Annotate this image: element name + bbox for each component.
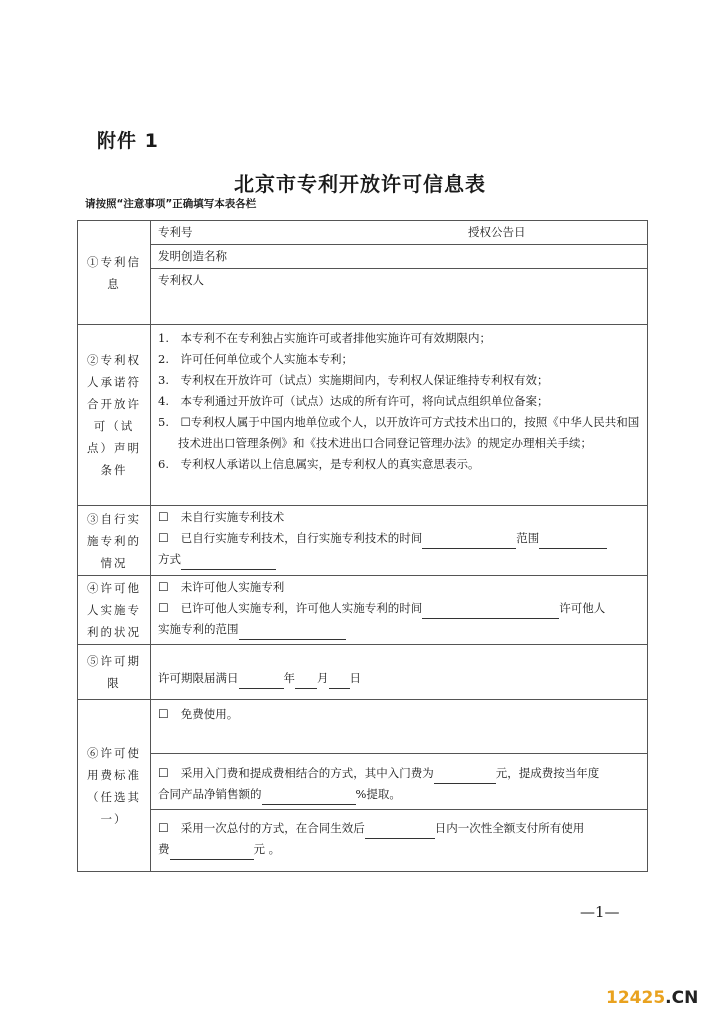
patent-license-table: [77, 220, 648, 872]
license-time-blank[interactable]: [422, 605, 559, 619]
form-title: 北京市专利开放许可信息表: [234, 172, 486, 196]
invention-name-label: 发明创造名称: [158, 249, 227, 263]
declaration-item: 2. 许可任何单位或个人实施本专利；: [158, 352, 353, 366]
checkbox-icon[interactable]: ☐: [158, 531, 169, 545]
checkbox-icon[interactable]: ☐: [158, 580, 169, 594]
checkbox-icon[interactable]: ☐: [158, 766, 169, 780]
method-blank[interactable]: [181, 556, 276, 570]
declaration-item: 5. ☐专利权人属于中国内地单位或个人，以开放许可方式技术出口的，按照《中华人民共和国技术进出口管理条例》和《技术进出口合同登记管理办法》的规定办理相关手续；: [158, 415, 640, 450]
row-self-implementation: [78, 506, 648, 576]
royalty-rate-blank[interactable]: [262, 791, 356, 805]
cell-self-implementation: [151, 506, 648, 576]
lump-sum-blank[interactable]: [170, 846, 254, 860]
patentee-label: 专利权人: [158, 273, 204, 287]
head-self-implementation: ③自行实施专利的情况: [78, 506, 151, 576]
cell-declaration: [151, 325, 648, 506]
year-blank[interactable]: [239, 675, 284, 689]
license-option-2: ☐ 已许可他人实施专利，许可他人实施专利的时间 许可他人: [151, 598, 647, 619]
patent-no-line: [151, 221, 647, 245]
declaration-item: 4. 本专利通过开放许可（试点）达成的所有许可，将向试点组织单位备案；: [158, 394, 549, 408]
self-impl-option-2-cont: 方式: [151, 549, 647, 570]
row-license-term: [78, 645, 648, 700]
time-blank[interactable]: [422, 535, 516, 549]
fee-option-2: ☐ 采用入门费和提成费相结合的方式，其中入门费为 元，提成费按当年度 合同产品净销售额的 %提取。: [151, 754, 647, 810]
row-license-fee: [78, 700, 648, 872]
scope-blank[interactable]: [539, 535, 607, 549]
checkbox-icon[interactable]: ☐: [158, 707, 169, 721]
cell-patent-info: [151, 221, 648, 325]
invention-name-line: [151, 245, 647, 269]
cell-license-others: [151, 576, 648, 645]
day-blank[interactable]: [329, 675, 350, 689]
checkbox-icon[interactable]: ☐: [158, 510, 169, 524]
patent-no-label: 专利号: [158, 225, 193, 239]
license-option-2-cont: 实施专利的范围: [151, 619, 647, 640]
month-blank[interactable]: [295, 675, 317, 689]
fee-option-1: ☐ 免费使用。: [151, 700, 647, 754]
patentee-line: [151, 269, 647, 292]
row-patent-info: [78, 221, 648, 325]
payment-days-blank[interactable]: [365, 825, 435, 839]
self-impl-option-2: ☐ 已自行实施专利技术，自行实施专利技术的时间 范围: [151, 528, 647, 549]
cell-license-term: [151, 645, 648, 700]
row-declaration: [78, 325, 648, 506]
checkbox-icon[interactable]: ☐: [158, 601, 169, 615]
head-license-others: ④许可他人实施专利的状况: [78, 576, 151, 645]
license-term-line: 许可期限届满日 年 月 日: [151, 668, 647, 689]
self-impl-option-1: ☐ 未自行实施专利技术: [158, 510, 285, 524]
head-license-fee: ⑥许可使用费标准（任选其一）: [78, 700, 151, 872]
declaration-item: 3. 专利权在开放许可（试点）实施期间内，专利权人保证维持专利权有效；: [158, 373, 549, 387]
declaration-item: 1. 本专利不在专利独占实施许可或者排他实施许可有效期限内；: [158, 331, 491, 345]
watermark-logo: 12425.CN: [606, 988, 699, 1008]
head-patent-info: ①专利信息: [78, 221, 151, 325]
declaration-item: 6. 专利权人承诺以上信息属实，是专利权人的真实意思表示。: [158, 457, 480, 471]
head-declaration: ②专利权人承诺符合开放许可（试点）声明条件: [78, 325, 151, 506]
license-option-1: ☐ 未许可他人实施专利: [158, 580, 285, 594]
cell-license-fee: [151, 700, 648, 872]
attachment-label: 附件 1: [97, 130, 159, 152]
head-license-term: ⑤许可期限: [78, 645, 151, 700]
grant-date-label: 授权公告日: [468, 225, 526, 239]
page-number: —1—: [580, 903, 620, 921]
license-scope-blank[interactable]: [239, 626, 346, 640]
row-license-others: [78, 576, 648, 645]
form-subtitle: 请按照“注意事项”正确填写本表各栏: [85, 198, 257, 210]
fee-option-3: ☐ 采用一次总付的方式，在合同生效后 日内一次性全额支付所有使用 费 元 。: [151, 810, 647, 860]
entry-fee-blank[interactable]: [434, 770, 496, 784]
checkbox-icon[interactable]: ☐: [158, 821, 169, 835]
